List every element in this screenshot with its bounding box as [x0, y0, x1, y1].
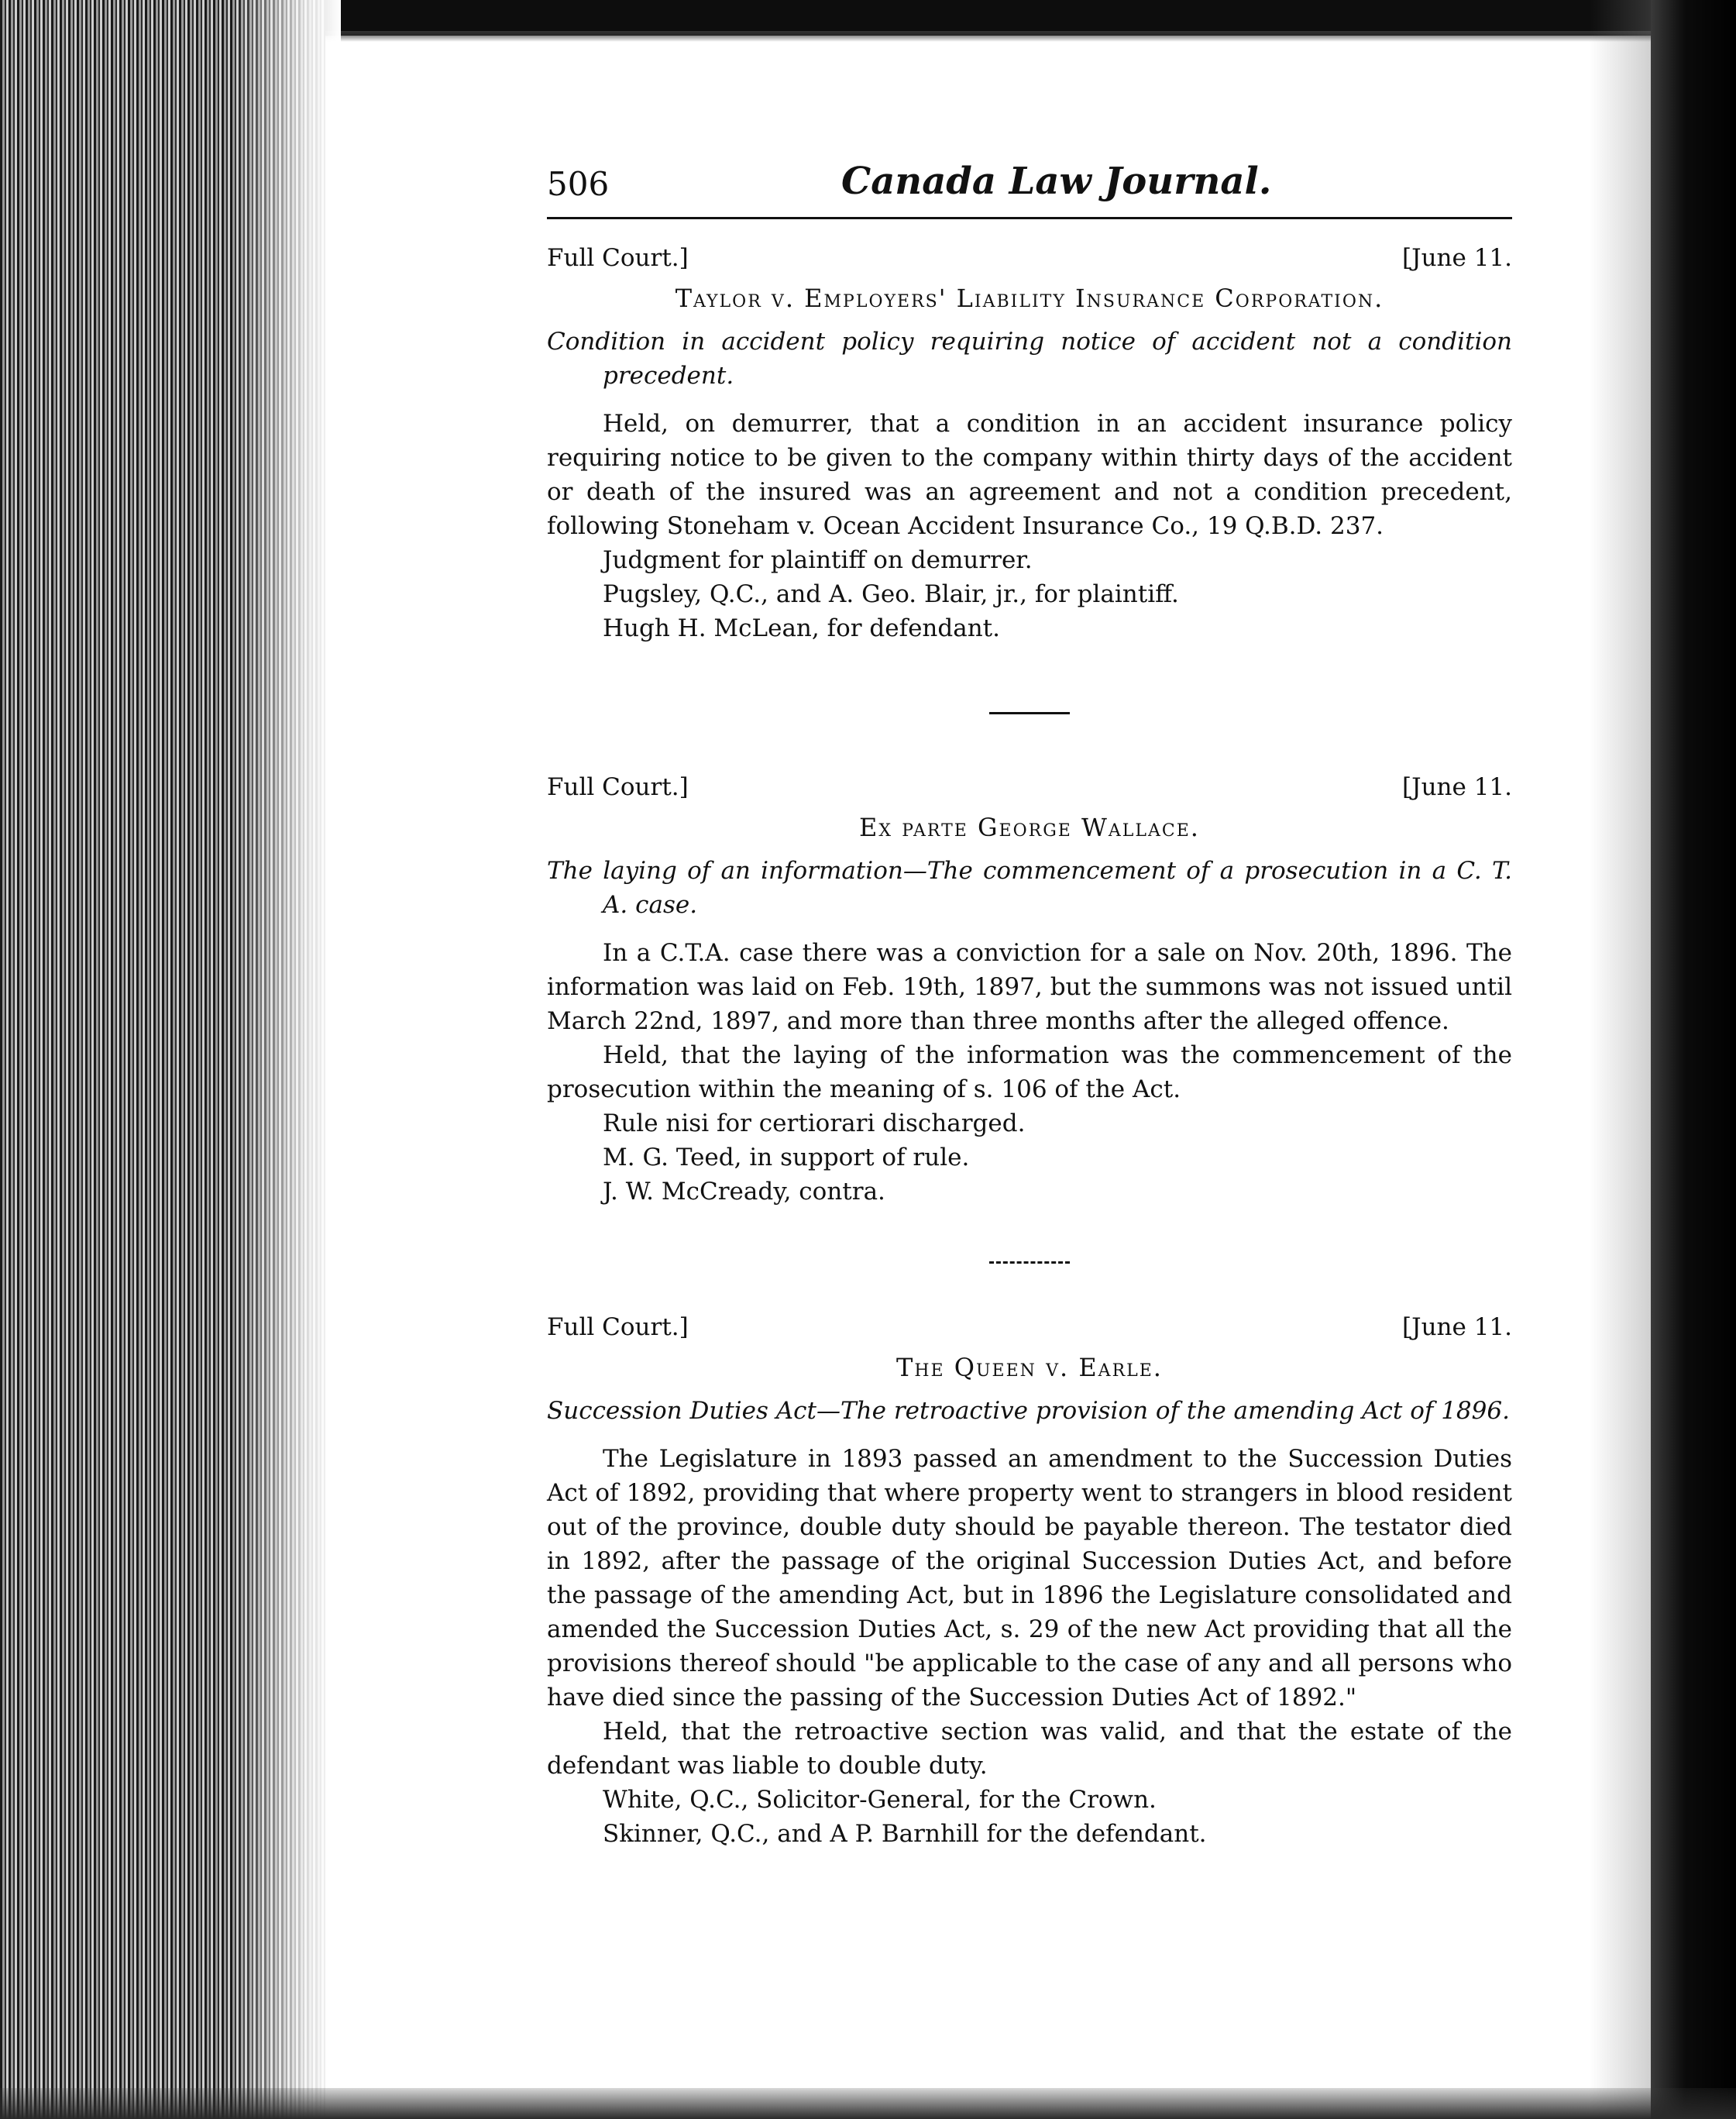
court-name: Full Court.]	[547, 773, 689, 801]
page-header	[547, 155, 1512, 219]
court-name: Full Court.]	[547, 244, 689, 272]
case-date: [June 11.	[1402, 1313, 1512, 1341]
counsel-line: Pugsley, Q.C., and A. Geo. Blair, jr., for plaintiff.	[603, 580, 1179, 608]
case-title: Ex parte George Wallace.	[859, 813, 1200, 842]
scan-bottom-border	[0, 2088, 1736, 2119]
case-headnote: The laying of an information—The commencement of a prosecution in a C. T. A. case.	[547, 857, 1512, 919]
case-headnote: Condition in accident policy requiring notice of accident not a condition precedent.	[547, 328, 1512, 390]
counsel-line: Skinner, Q.C., and A P. Barnhill for the defendant.	[603, 1820, 1207, 1848]
court-line	[547, 1310, 1512, 1346]
case-date: [June 11.	[1402, 773, 1512, 801]
case-headnote: Succession Duties Act—The retroactive provision of the amending Act of 1896.	[547, 1397, 1510, 1425]
counsel-line: Hugh H. McLean, for defendant.	[603, 614, 1000, 642]
court-line	[547, 241, 1512, 277]
case-paragraph: Held, that the retroactive section was valid, and that the estate of the defendant was liable to double duty.	[547, 1718, 1512, 1780]
case-title: Taylor v. Employers' Liability Insurance Corporation.	[675, 284, 1384, 313]
case-paragraph: Held, on demurrer, that a condition in an accident insurance policy requiring notice to be given to the company within thirty days of the accident or death of the insured was an agreement and not a condition precedent, following Stoneham v. Ocean Accident Insurance Co., 19 Q.B.D. 237.	[547, 410, 1512, 540]
case-paragraph: Held, that the laying of the information was the commencement of the prosecution within the meaning of s. 106 of the Act.	[547, 1041, 1512, 1103]
counsel-line: J. W. McCready, contra.	[603, 1178, 885, 1206]
case-paragraph: The Legislature in 1893 passed an amendment to the Succession Duties Act of 1892, providing that where property went to strangers in blood resident out of the province, double duty should be payable thereon. The testator died in 1892, after the passage of the original Succession Duties Act, and before the passage of the amending Act, but in 1896 the Legislature consolidated and amended the Succession Duties Act, s. 29 of the new Act providing that all the provisions thereof should "be applicable to the case of any and all persons who have died since the passing of the Succession Duties Act of 1892."	[547, 1445, 1512, 1711]
section-divider	[989, 712, 1070, 714]
counsel-line: White, Q.C., Solicitor-General, for the Crown.	[603, 1786, 1157, 1814]
scan-right-shadow	[1589, 0, 1651, 2119]
case-title: The Queen v. Earle.	[896, 1353, 1163, 1382]
case-judgment: Rule nisi for certiorari discharged.	[603, 1109, 1026, 1137]
court-line	[547, 770, 1512, 806]
case-date: [June 11.	[1402, 244, 1512, 272]
case-paragraph: In a C.T.A. case there was a conviction for a sale on Nov. 20th, 1896. The information was laid on Feb. 19th, 1897, but the summons was not issued until March 22nd, 1897, and more than three months after the alleged offence.	[547, 939, 1512, 1035]
scan-right-border	[1651, 0, 1736, 2119]
case-entry	[547, 241, 1512, 645]
case-entry	[547, 770, 1512, 1209]
journal-page	[547, 155, 1512, 1851]
counsel-line: M. G. Teed, in support of rule.	[603, 1144, 970, 1171]
section-divider	[989, 1261, 1070, 1264]
case-entry	[547, 1310, 1512, 1851]
journal-title: Canada Law Journal.	[841, 160, 1272, 203]
scan-binding-fade	[232, 0, 341, 2119]
court-name: Full Court.]	[547, 1313, 689, 1341]
scan-top-shadow	[310, 31, 1736, 42]
case-judgment: Judgment for plaintiff on demurrer.	[603, 546, 1033, 574]
page-number: 506	[547, 165, 610, 203]
